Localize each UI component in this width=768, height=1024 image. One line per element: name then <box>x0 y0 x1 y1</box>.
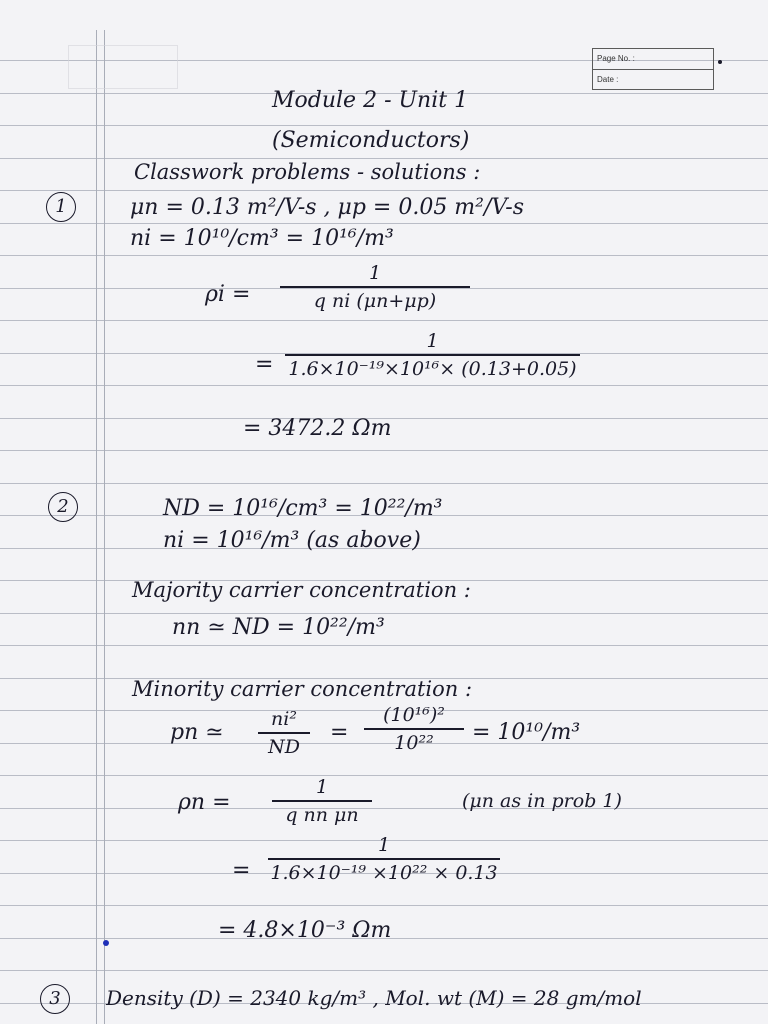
problem-number-1: 1 <box>46 192 76 222</box>
p1-eq2-denominator: 1.6×10⁻¹⁹×10¹⁶× (0.13+0.05) <box>288 357 577 380</box>
fraction-bar <box>258 732 310 734</box>
p1-rho-denominator: q ni (μn+μp) <box>313 289 437 312</box>
p2-pn-lhs: pn ≃ <box>170 720 224 745</box>
ruled-line <box>0 320 768 321</box>
p2-result: = 4.8×10⁻³ Ωm <box>218 918 392 943</box>
p2-eq2-numerator: 1 <box>377 834 391 856</box>
fraction-bar <box>268 858 500 860</box>
p2-rho-numerator: 1 <box>315 776 329 798</box>
margin-line <box>96 30 97 1024</box>
p2-pn-denominator-2: 10²² <box>394 731 434 754</box>
ruled-line <box>0 970 768 971</box>
problem-number-2: 2 <box>48 492 78 522</box>
p2-donor-conc: ND = 10¹⁶/cm³ = 10²²/m³ <box>163 496 443 521</box>
date-label: Date : <box>593 69 713 89</box>
p2-minority-heading: Minority carrier concentration : <box>132 677 473 701</box>
p2-pn-denominator: ND <box>268 735 300 758</box>
page-title: Module 2 - Unit 1 <box>272 88 469 113</box>
section-heading: Classwork problems - solutions : <box>134 160 481 184</box>
fraction-bar <box>280 286 470 288</box>
p2-pn-eq: = <box>330 720 349 745</box>
p1-mobilities: μn = 0.13 m²/V-s , μp = 0.05 m²/V-s <box>130 195 524 220</box>
ruled-line <box>0 905 768 906</box>
p3-density-line: Density (D) = 2340 kg/m³ , Mol. wt (M) = 28 gm/mol <box>106 986 642 1010</box>
p2-pn-fraction-2 <box>364 704 464 754</box>
p2-pn-result: = 10¹⁰/m³ <box>472 720 581 745</box>
ruled-line <box>0 450 768 451</box>
p2-intrinsic-conc: ni = 10¹⁶/m³ (as above) <box>163 528 421 553</box>
ruled-line <box>0 223 768 224</box>
ruled-line <box>0 645 768 646</box>
p2-eq2-fraction <box>268 834 500 884</box>
faint-box-bleedthrough <box>68 45 178 89</box>
fraction-bar <box>285 354 580 356</box>
ruled-line <box>0 775 768 776</box>
p1-rho-numerator: 1 <box>368 262 382 284</box>
ruled-line <box>0 125 768 126</box>
ruled-line <box>0 808 768 809</box>
ruled-line <box>0 255 768 256</box>
ink-speck-mark <box>718 60 722 64</box>
p1-result: = 3472.2 Ωm <box>243 416 392 441</box>
margin-line-inner <box>104 30 105 1024</box>
p1-eq2-fraction <box>285 330 580 380</box>
p2-pn-fraction <box>258 708 310 758</box>
page-subtitle: (Semiconductors) <box>272 128 470 153</box>
ruled-line <box>0 385 768 386</box>
p2-eq2-denominator: 1.6×10⁻¹⁹ ×10²² × 0.13 <box>270 861 498 884</box>
p1-eq2-numerator: 1 <box>426 330 439 352</box>
ruled-line <box>0 613 768 614</box>
p2-rho-fraction <box>272 776 372 826</box>
ruled-line <box>0 483 768 484</box>
p1-eq2-lhs: = <box>255 352 274 377</box>
p2-majority-heading: Majority carrier concentration : <box>132 578 471 602</box>
problem-number-3: 3 <box>40 984 70 1014</box>
fraction-bar <box>272 800 372 802</box>
p2-pn-numerator: ni² <box>271 708 297 730</box>
p2-rho-note: (μn as in prob 1) <box>462 790 622 812</box>
page-number-box <box>592 48 714 90</box>
ruled-line <box>0 158 768 159</box>
p2-majority-eq: nn ≃ ND = 10²²/m³ <box>172 615 385 640</box>
p2-pn-numerator-2: (10¹⁶)² <box>383 704 445 726</box>
p1-rho-lhs: ρi = <box>205 282 251 307</box>
ruled-line <box>0 190 768 191</box>
p1-rho-fraction <box>280 262 470 312</box>
p1-intrinsic-conc: ni = 10¹⁰/cm³ = 10¹⁶/m³ <box>130 226 394 251</box>
ink-blot-mark <box>103 940 109 946</box>
page-no-label: Page No. : <box>597 54 635 63</box>
p2-rho-lhs: ρn = <box>178 790 231 815</box>
p2-eq2-lhs: = <box>232 858 251 883</box>
fraction-bar <box>364 728 464 730</box>
p2-rho-denominator: q nn μn <box>285 803 359 826</box>
